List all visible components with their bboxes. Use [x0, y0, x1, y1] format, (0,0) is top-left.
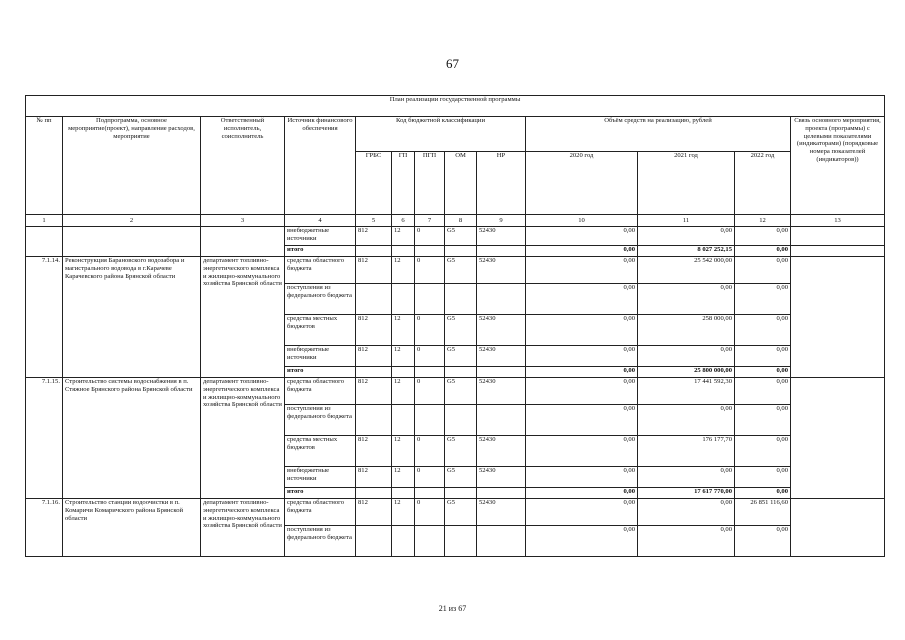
source-cell: внебюджетные источники — [285, 467, 356, 488]
amount-cell: 8 027 252,15 — [638, 246, 735, 257]
code-cell: 52430 — [477, 346, 526, 367]
source-cell: средства областного бюджета — [285, 378, 356, 405]
col-header-2022: 2022 год — [735, 152, 791, 215]
amount-cell: 0,00 — [526, 499, 638, 526]
col-header-pgp: ПГП — [415, 152, 445, 215]
amount-cell: 0,00 — [526, 315, 638, 346]
amount-cell: 0,00 — [638, 467, 735, 488]
code-cell: 812 — [356, 315, 392, 346]
code-cell: G5 — [445, 436, 477, 467]
amount-cell: 0,00 — [638, 499, 735, 526]
table-row — [26, 499, 885, 526]
col-header-subprogram: Подпрограмма, основное мероприятие(проект), направление расходов, мероприятие — [63, 117, 201, 215]
col-header-executor: Ответственный исполнитель, соисполнитель — [201, 117, 285, 215]
amount-cell: 0,00 — [526, 405, 638, 436]
amount-cell: 0,00 — [526, 284, 638, 315]
col-header-funds: Объём средств на реализацию, рублей — [526, 117, 791, 152]
code-cell: 812 — [356, 227, 392, 246]
code-cell: 0 — [415, 436, 445, 467]
col-number: 7 — [415, 215, 445, 227]
code-cell: 52430 — [477, 467, 526, 488]
amount-cell: 0,00 — [526, 378, 638, 405]
amount-cell: 0,00 — [735, 378, 791, 405]
code-cell: 812 — [356, 378, 392, 405]
amount-cell: 0,00 — [735, 246, 791, 257]
code-cell: 0 — [415, 315, 445, 346]
amount-cell: 176 177,70 — [638, 436, 735, 467]
code-cell: 0 — [415, 257, 445, 284]
amount-cell: 0,00 — [526, 467, 638, 488]
amount-cell: 0,00 — [526, 488, 638, 499]
source-cell: итого — [285, 246, 356, 257]
source-cell: средства местных бюджетов — [285, 315, 356, 346]
col-number: 2 — [63, 215, 201, 227]
amount-cell: 0,00 — [638, 284, 735, 315]
item-number: 7.1.15. — [26, 378, 63, 499]
col-number: 4 — [285, 215, 356, 227]
code-cell: 52430 — [477, 499, 526, 526]
source-cell: средства местных бюджетов — [285, 436, 356, 467]
col-header-om: ОМ — [445, 152, 477, 215]
code-cell: G5 — [445, 257, 477, 284]
table-row — [26, 227, 885, 246]
amount-cell: 0,00 — [735, 315, 791, 346]
code-cell: 812 — [356, 346, 392, 367]
amount-cell: 0,00 — [735, 227, 791, 246]
col-header-2020: 2020 год — [526, 152, 638, 215]
col-number: 8 — [445, 215, 477, 227]
amount-cell: 0,00 — [526, 526, 638, 557]
code-cell: 812 — [356, 436, 392, 467]
col-number: 6 — [392, 215, 415, 227]
code-cell: 52430 — [477, 257, 526, 284]
amount-cell: 258 000,00 — [638, 315, 735, 346]
table-row — [26, 378, 885, 405]
executor-cell: департамент топливно-энергетического комплекса и жилищно-коммунального хозяйства Брянской области — [201, 257, 285, 378]
amount-cell: 0,00 — [526, 257, 638, 284]
col-header-np: НР — [477, 152, 526, 215]
col-number: 13 — [791, 215, 885, 227]
page-footer: 21 из 67 — [438, 604, 467, 613]
amount-cell: 0,00 — [735, 526, 791, 557]
amount-cell: 17 441 592,30 — [638, 378, 735, 405]
code-cell: G5 — [445, 227, 477, 246]
code-cell: 0 — [415, 378, 445, 405]
code-cell: 812 — [356, 467, 392, 488]
item-name: Строительство станции водоочистки в п. Комаричи Комаричского района Брянской области — [63, 499, 201, 557]
col-number: 9 — [477, 215, 526, 227]
amount-cell: 0,00 — [735, 488, 791, 499]
col-header-no: № пп — [26, 117, 63, 215]
code-cell: 0 — [415, 467, 445, 488]
col-header-link: Связь основного мероприятия, проекта (программы) с целевыми показателями (индикаторами) (порядковые номера показателей (индикаторов)) — [791, 117, 885, 215]
executor-cell: департамент топливно-энергетического комплекса и жилищно-коммунального хозяйства Брянской области — [201, 378, 285, 499]
col-number: 10 — [526, 215, 638, 227]
code-cell: 52430 — [477, 315, 526, 346]
amount-cell: 0,00 — [638, 227, 735, 246]
amount-cell: 17 617 770,00 — [638, 488, 735, 499]
code-cell: 12 — [392, 436, 415, 467]
code-cell: 812 — [356, 257, 392, 284]
amount-cell: 0,00 — [735, 257, 791, 284]
column-number-row — [26, 215, 885, 227]
code-cell: 12 — [392, 378, 415, 405]
amount-cell: 26 851 116,60 — [735, 499, 791, 526]
amount-cell: 0,00 — [526, 367, 638, 378]
col-header-grbs: ГРБС — [356, 152, 392, 215]
code-cell: 52430 — [477, 378, 526, 405]
amount-cell: 0,00 — [735, 405, 791, 436]
code-cell: G5 — [445, 499, 477, 526]
source-cell: поступления из федерального бюджета — [285, 284, 356, 315]
col-header-source: Источник финансового обеспечения — [285, 117, 356, 215]
item-name: Строительство системы водоснабжения в п. Стяжное Брянского района Брянской области — [63, 378, 201, 499]
code-cell: 0 — [415, 499, 445, 526]
amount-cell: 0,00 — [735, 346, 791, 367]
amount-cell: 0,00 — [526, 246, 638, 257]
amount-cell: 0,00 — [735, 467, 791, 488]
source-cell: поступления из федерального бюджета — [285, 526, 356, 557]
code-cell: 12 — [392, 499, 415, 526]
source-cell: итого — [285, 488, 356, 499]
amount-cell: 0,00 — [735, 436, 791, 467]
code-cell: 12 — [392, 227, 415, 246]
code-cell: 12 — [392, 346, 415, 367]
amount-cell: 0,00 — [526, 436, 638, 467]
source-cell: итого — [285, 367, 356, 378]
code-cell: 52430 — [477, 436, 526, 467]
source-cell: внебюджетные источники — [285, 227, 356, 246]
amount-cell: 25 800 000,00 — [638, 367, 735, 378]
code-cell: G5 — [445, 467, 477, 488]
col-number: 5 — [356, 215, 392, 227]
amount-cell: 0,00 — [735, 284, 791, 315]
code-cell: 812 — [356, 499, 392, 526]
code-cell: G5 — [445, 315, 477, 346]
col-header-gp: ГП — [392, 152, 415, 215]
code-cell: G5 — [445, 346, 477, 367]
code-cell: 12 — [392, 467, 415, 488]
col-number: 12 — [735, 215, 791, 227]
code-cell: 12 — [392, 315, 415, 346]
source-cell: поступления из федерального бюджета — [285, 405, 356, 436]
code-cell: G5 — [445, 378, 477, 405]
amount-cell: 0,00 — [735, 367, 791, 378]
amount-cell: 0,00 — [638, 526, 735, 557]
table-row — [26, 257, 885, 284]
code-cell: 12 — [392, 257, 415, 284]
col-number: 11 — [638, 215, 735, 227]
amount-cell: 0,00 — [638, 405, 735, 436]
col-number: 3 — [201, 215, 285, 227]
item-name: Реконструкция Барановского водозабора и магистрального водовода в г.Карачеве Карачевского района Брянской области — [63, 257, 201, 378]
item-number: 7.1.14. — [26, 257, 63, 378]
code-cell: 0 — [415, 227, 445, 246]
col-header-2021: 2021 год — [638, 152, 735, 215]
page-number: 67 — [446, 56, 459, 71]
code-cell: 0 — [415, 346, 445, 367]
source-cell: средства областного бюджета — [285, 499, 356, 526]
item-number: 7.1.16. — [26, 499, 63, 557]
code-cell: 52430 — [477, 227, 526, 246]
source-cell: внебюджетные источники — [285, 346, 356, 367]
budget-plan-table — [25, 95, 885, 557]
amount-cell: 0,00 — [638, 346, 735, 367]
executor-cell: департамент топливно-энергетического комплекса и жилищно-коммунального хозяйства Брянской области — [201, 499, 285, 557]
col-header-codes: Код бюджетной классификации — [356, 117, 526, 152]
amount-cell: 0,00 — [526, 227, 638, 246]
table-title: План реализации государственной программы — [26, 96, 885, 117]
col-number: 1 — [26, 215, 63, 227]
amount-cell: 0,00 — [526, 346, 638, 367]
amount-cell: 25 542 000,00 — [638, 257, 735, 284]
source-cell: средства областного бюджета — [285, 257, 356, 284]
